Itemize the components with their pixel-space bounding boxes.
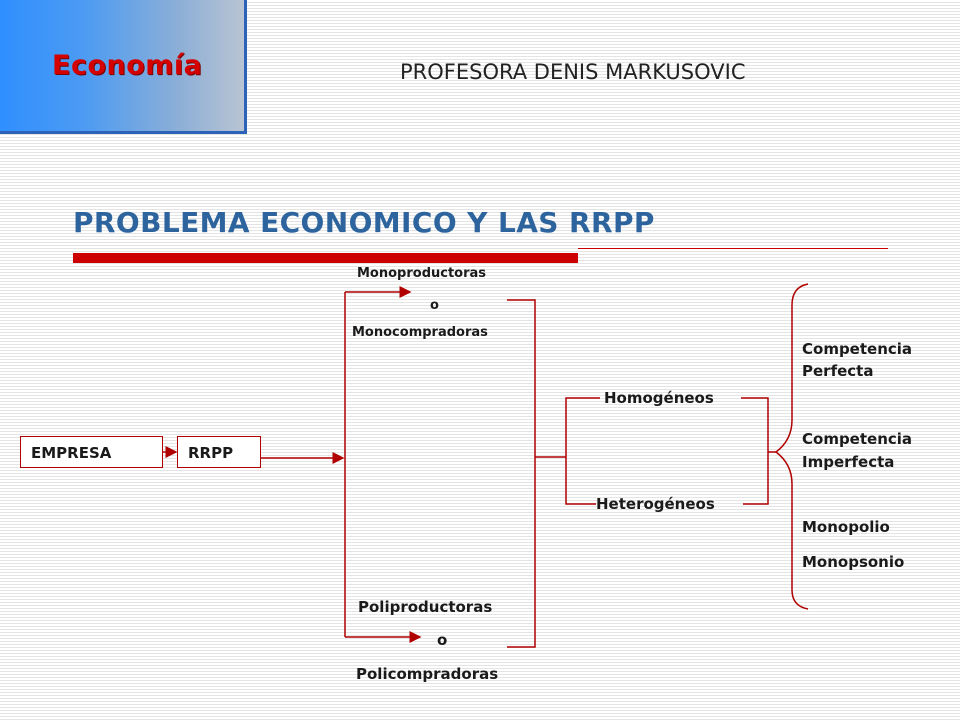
market-monopoly: Monopolio	[802, 518, 890, 536]
bracket-mono-poli	[507, 300, 535, 647]
rrpp-box	[177, 436, 261, 468]
market-imperfect-line1: Competencia	[802, 430, 913, 448]
heterogeneous-label: Heterogéneos	[596, 495, 715, 513]
professor-name: PROFESORA DENIS MARKUSOVIC	[400, 60, 746, 84]
market-imperfect-line2: Imperfecta	[802, 453, 895, 471]
logo-text: Economía	[52, 50, 203, 81]
mono-line2: o	[430, 298, 439, 313]
poli-line3: Policompradoras	[356, 665, 499, 683]
market-monopsony: Monopsonio	[802, 553, 905, 571]
mono-line3: Monocompradoras	[352, 325, 488, 340]
homogeneous-label: Homogéneos	[604, 389, 714, 407]
market-perfect-line2: Perfecta	[802, 362, 874, 380]
empresa-box	[20, 436, 163, 468]
mono-line1: Monoproductoras	[357, 266, 487, 281]
bracket-products-right	[741, 398, 768, 504]
empresa-label: EMPRESA	[31, 444, 112, 462]
bracket-products-left	[566, 398, 600, 504]
poli-line2: o	[437, 631, 448, 649]
rrpp-label: RRPP	[188, 444, 234, 462]
market-perfect-line1: Competencia	[802, 340, 913, 358]
slide-title: PROBLEMA ECONOMICO Y LAS RRPP	[73, 206, 655, 239]
poli-line1: Poliproductoras	[358, 598, 493, 616]
